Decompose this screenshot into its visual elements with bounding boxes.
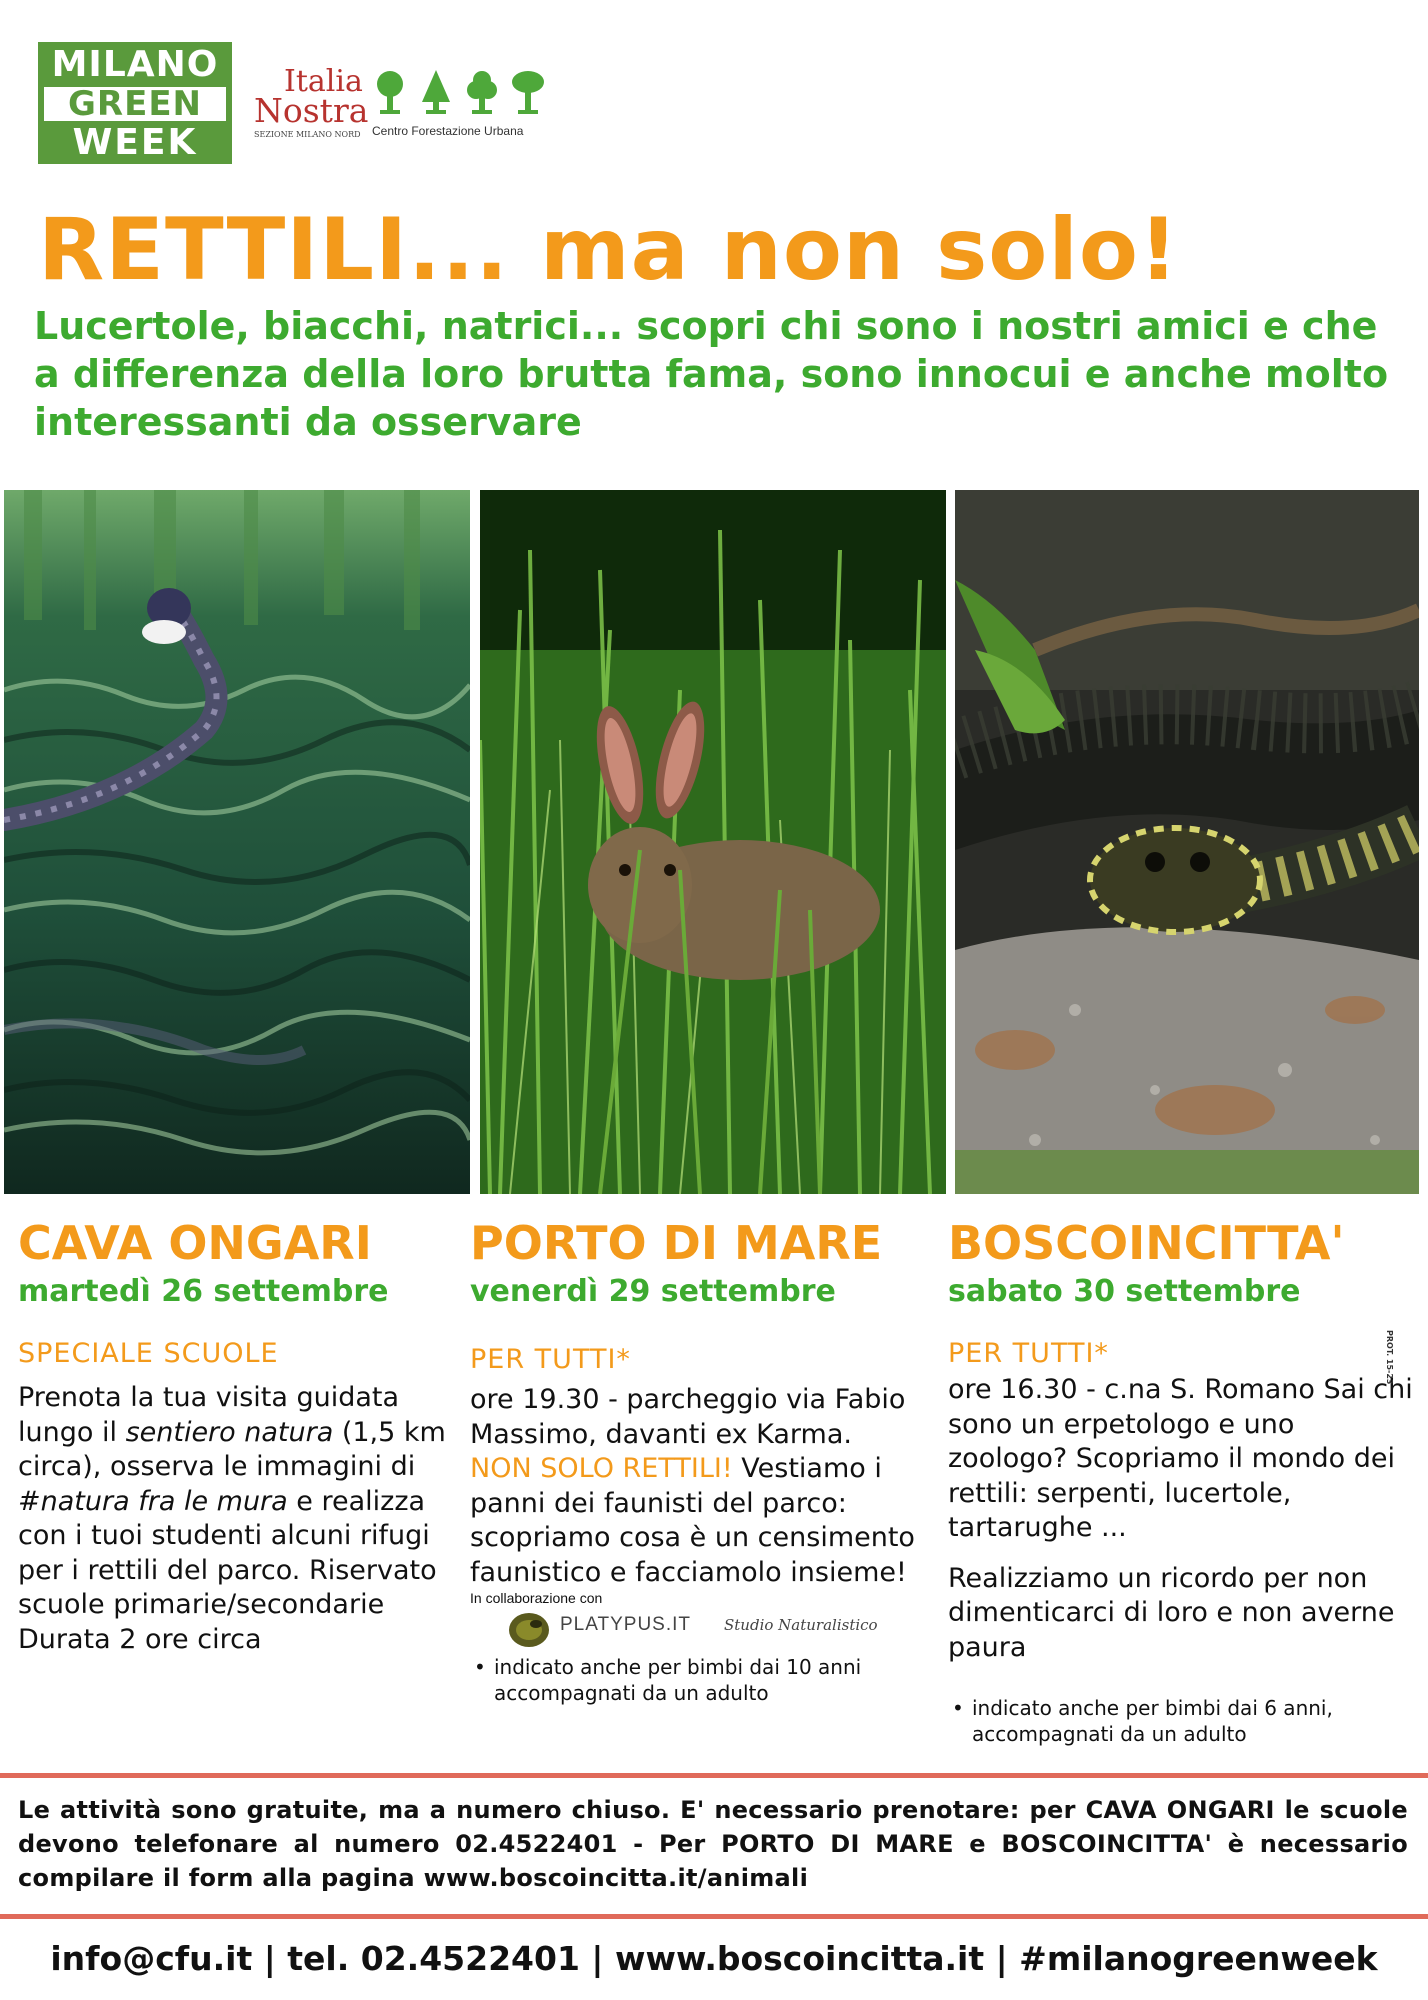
desc-italic: #natura fra le mura <box>18 1485 288 1517</box>
italia-nostra-logo <box>254 64 369 142</box>
page-title: RETTILI... ma non solo! <box>38 200 1180 300</box>
event-place: CAVA ONGARI <box>18 1216 372 1270</box>
booking-notice: Le attività sono gratuite, ma a numero chiuso. E' necessario prenotare: per CAVA ONGARI le scuole devono telefonare al numero 02.4522401 - Per PORTO DI MARE e BOSCOINCITTA' è necessario compilare il form alla pagina www.boscoincitta.it/animali <box>18 1796 1408 1892</box>
event-description <box>470 1383 920 1590</box>
italia-nostra-line1: Italia <box>284 64 363 99</box>
event-duration: Durata 2 ore circa <box>18 1623 262 1655</box>
desc-part: ore 19.30 - parcheggio via Fabio Massimo, davanti ex Karma. <box>470 1384 906 1450</box>
desc-part: Vestiamo i panni dei faunisti del parco: scopriamo cosa è un censimento faunistico e facciamolo insieme! <box>470 1453 915 1588</box>
desc-part: e realizza con i tuoi studenti alcuni rifugi per i rettili del parco. Riservato scuole primarie/secondarie <box>18 1485 437 1620</box>
platypus-logo <box>470 1606 920 1650</box>
cfu-caption: Centro Forestazione Urbana <box>372 124 524 138</box>
event-boscoincitta <box>948 1215 1418 1747</box>
italia-nostra-sub: SEZIONE MILANO NORD <box>254 130 361 139</box>
cfu-logo <box>372 66 556 142</box>
photo-snake-on-rock <box>955 490 1419 1194</box>
platypus-icon <box>506 1606 552 1650</box>
logo-line: WEEK <box>72 122 198 163</box>
photo-rabbit-in-grass <box>480 490 946 1194</box>
event-date: martedì 26 settembre <box>18 1274 389 1309</box>
event-porto-di-mare <box>470 1215 920 1706</box>
collab-label: In collaborazione con <box>470 1590 603 1606</box>
footer-contacts: info@cfu.it | tel. 02.4522401 | www.boscoincitta.it | #milanogreenweek <box>50 1939 1378 1978</box>
protocol-number: PROT. 15-23 <box>1385 1330 1394 1385</box>
logo-line: MILANO <box>51 44 219 85</box>
divider-bottom <box>0 1914 1428 1919</box>
desc-highlight: NON SOLO RETTILI! <box>470 1453 733 1484</box>
event-place: PORTO DI MARE <box>470 1216 883 1270</box>
italia-nostra-line2: Nostra <box>254 91 369 130</box>
logo-line: GREEN <box>44 87 226 121</box>
event-description <box>18 1381 448 1657</box>
divider-top <box>0 1773 1428 1778</box>
trees-icon <box>372 66 556 122</box>
event-tag: PER TUTTI* <box>470 1344 631 1375</box>
event-note: • indicato anche per bimbi dai 10 anni accompagnati da un adulto <box>470 1654 920 1706</box>
collab-name: PLATYPUS.IT <box>560 1614 692 1635</box>
photo-snake-in-water <box>4 490 470 1194</box>
desc-part: (1,5 km circa), osserva le immagini di <box>18 1416 446 1482</box>
event-place: BOSCOINCITTA' <box>948 1216 1345 1270</box>
event-tag: SPECIALE SCUOLE <box>18 1338 279 1369</box>
collab-studio: Studio Naturalistico <box>724 1616 878 1634</box>
event-tag: PER TUTTI* <box>948 1338 1109 1369</box>
event-note: • indicato anche per bimbi dai 6 anni, accompagnati da un adulto <box>948 1695 1418 1747</box>
event-description-2: Realizziamo un ricordo per non dimenticarci di loro e non averne paura <box>948 1562 1395 1663</box>
page-subtitle: Lucertole, biacchi, natrici... scopri chi sono i nostri amici e che a differenza della loro brutta fama, sono innocui e anche molto interessanti da osservare <box>34 304 1389 444</box>
event-description: ore 16.30 - c.na S. Romano Sai chi sono un erpetologo e uno zoologo? Scopriamo il mondo dei rettili: serpenti, lucertole, tartarughe ... <box>948 1374 1413 1543</box>
desc-italic: sentiero natura <box>125 1416 334 1448</box>
event-date: venerdì 29 settembre <box>470 1274 836 1309</box>
event-cava-ongari <box>18 1215 448 1657</box>
event-date: sabato 30 settembre <box>948 1274 1301 1309</box>
desc-part: Prenota la tua visita guidata lungo il <box>18 1382 400 1448</box>
milano-green-week-logo <box>38 42 232 164</box>
